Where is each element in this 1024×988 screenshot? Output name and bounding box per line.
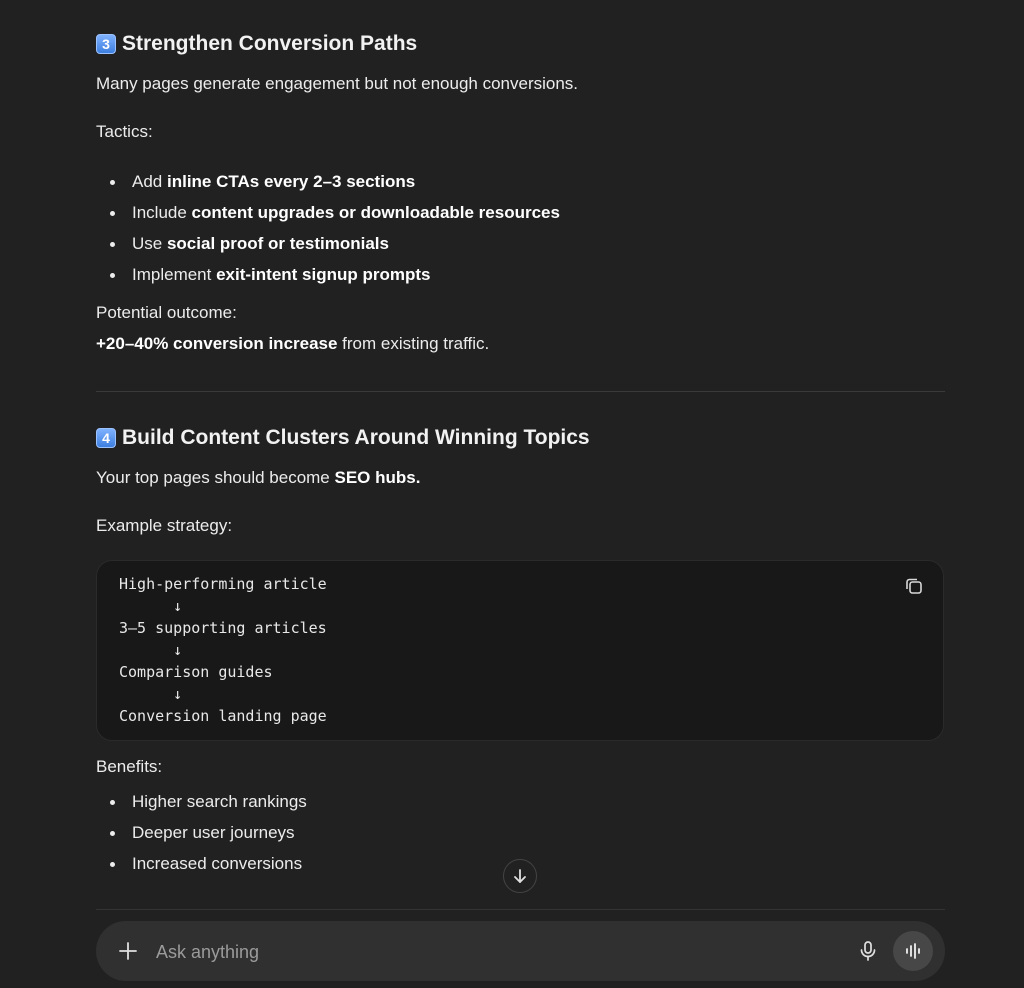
section-3-title: Strengthen Conversion Paths: [122, 32, 418, 55]
code-line: Comparison guides: [119, 663, 273, 681]
list-item: Include content upgrades or downloadable resources: [96, 197, 560, 228]
ask-input[interactable]: [154, 935, 838, 969]
keycap-number-4: 4: [96, 428, 116, 448]
outcome-text: +20–40% conversion increase from existing traffic.: [96, 334, 490, 353]
list-item: Higher search rankings: [96, 786, 307, 817]
section-4-title: Build Content Clusters Around Winning Topics: [122, 426, 590, 449]
strategy-label: Example strategy:: [96, 516, 233, 535]
list-item: Implement exit-intent signup prompts: [96, 259, 560, 290]
microphone-icon[interactable]: [856, 939, 880, 963]
list-item: Deeper user journeys: [96, 817, 307, 848]
section-3-heading: [96, 32, 417, 56]
copy-icon[interactable]: [903, 575, 925, 597]
scroll-to-bottom-button[interactable]: [503, 859, 537, 893]
list-item: Add inline CTAs every 2–3 sections: [96, 166, 560, 197]
code-line: ↓: [119, 597, 183, 615]
tactics-label: Tactics:: [96, 122, 153, 141]
keycap-number-3: 3: [96, 34, 116, 54]
code-line: ↓: [119, 641, 183, 659]
plus-icon[interactable]: [116, 939, 140, 963]
composer-divider: [96, 909, 945, 910]
arrow-down-icon: [511, 867, 529, 885]
list-item: Increased conversions: [96, 848, 307, 879]
list-item: Use social proof or testimonials: [96, 228, 560, 259]
code-line: Conversion landing page: [119, 707, 327, 725]
code-block: [96, 560, 944, 741]
code-line: High-performing article: [119, 575, 327, 593]
voice-waveform-icon: [903, 941, 923, 961]
voice-mode-button[interactable]: [893, 931, 933, 971]
section-4-intro: Your top pages should become SEO hubs.: [96, 468, 421, 487]
benefits-label: Benefits:: [96, 757, 163, 776]
section-divider: [96, 391, 945, 392]
section-3-intro: Many pages generate engagement but not enough conversions.: [96, 74, 579, 93]
code-line: 3–5 supporting articles: [119, 619, 327, 637]
benefits-list: [96, 786, 307, 879]
outcome-label: Potential outcome:: [96, 303, 237, 322]
tactics-list: [96, 166, 560, 290]
section-4-heading: [96, 426, 590, 450]
code-line: ↓: [119, 685, 183, 703]
composer: [96, 921, 945, 981]
